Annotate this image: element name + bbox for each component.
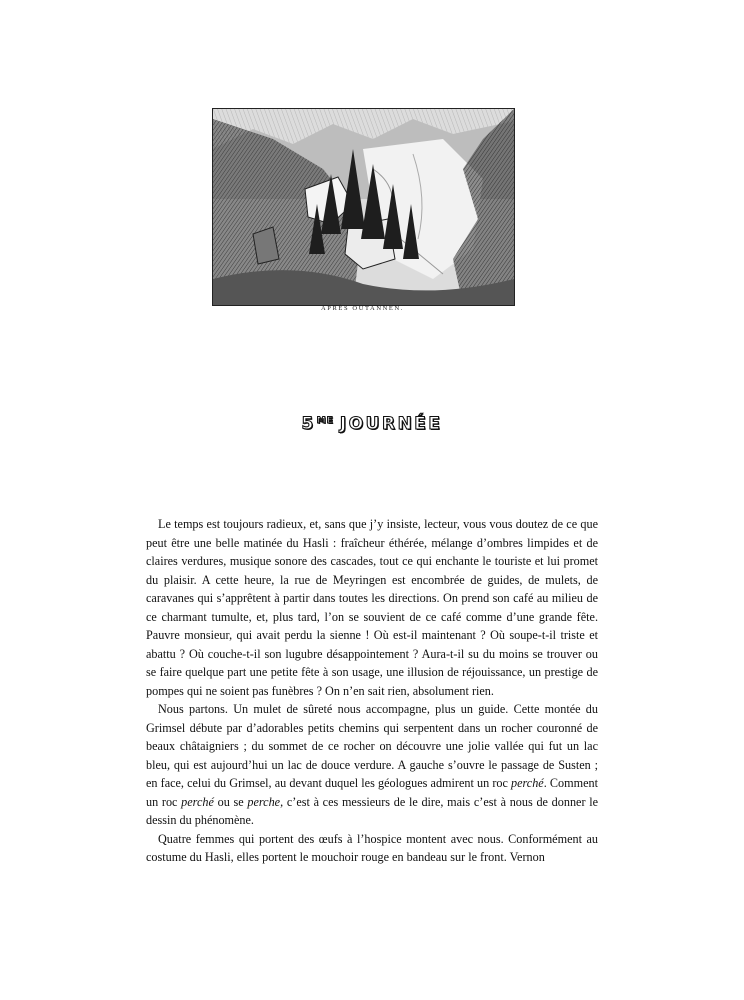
- text-run: c’est à ces messieurs de le dire, mais c’est à nous de donner le dessin du phénomène.: [146, 794, 599, 827]
- text-run: ou se: [213, 794, 248, 809]
- text-run: Quatre femmes qui portent des œufs à l’hospice montent avec nous. Conformément au costume du Hasli, elles portent le mouchoir rouge en bandeau sur le front. Vernon: [146, 831, 598, 864]
- chapter-word: JOURNÉE: [339, 414, 443, 434]
- illustration-caption: APRÈS OUTANNEN.: [320, 305, 405, 312]
- chapter-number: 5: [301, 414, 316, 434]
- engraving-illustration: [212, 108, 515, 306]
- text-run: . Comment un roc: [146, 776, 598, 809]
- paragraph: [146, 700, 598, 830]
- italic-text-run: perche,: [247, 794, 284, 809]
- chapter-heading: [0, 414, 744, 434]
- paragraph: [146, 830, 598, 867]
- italic-text-run: perché: [511, 776, 544, 790]
- text-run: Nous partons. Un mulet de sûreté nous accompagne, plus un guide. Cette montée du Grimsel débute par d’adorables petits chemins qui serpentent dans un rocher couronné de beaux châtaigniers ; du sommet de ce rocher on découvre une jolie vallée qui fut un lac bleu, qui est aujourd’hui un lac de douce verdure. A gauche s’ouvre le passage de Susten ; en face, celui du Grimsel, au devant duquel les géologues admirent un roc: [146, 702, 598, 790]
- paragraph: [146, 515, 598, 700]
- text-run: Le temps est toujours radieux, et, sans que j’y insiste, lecteur, vous vous doutez de ce que peut être une belle matinée du Hasli : fraîcheur éthérée, mélange d’ombres limpides et de claires verdures, musique sonore des cascades, tout ce qui enchante le touriste et lui promet du plaisir. A cette heure, la rue de Meyringen est encombrée de guides, de mulets, de caravanes qui s’apprêtent à partir dans toutes les directions. On prend son café au milieu de ce charmant tumulte, et, plus tard, l’on se souvient de ce café comme d’une grande fête. Pauvre monsieur, qui avait perdu la sienne ! Où est-il maintenant ? Où soupe-t-il triste et abattu ? Où couche-t-il son lugubre désappointement ? Aura-t-il su du moins se trouver ou se faire quelque part une petite fête à son usage, une illusion de réjouissance, un prestige de pompes qui ne soient pas funèbres ? On n’en sait rien, absolument rien.: [146, 517, 598, 698]
- chapter-number-suffix: ME: [316, 416, 334, 426]
- body-text: [146, 515, 598, 867]
- italic-text-run: perché: [181, 794, 214, 809]
- mountain-valley-engraving: [213, 109, 514, 305]
